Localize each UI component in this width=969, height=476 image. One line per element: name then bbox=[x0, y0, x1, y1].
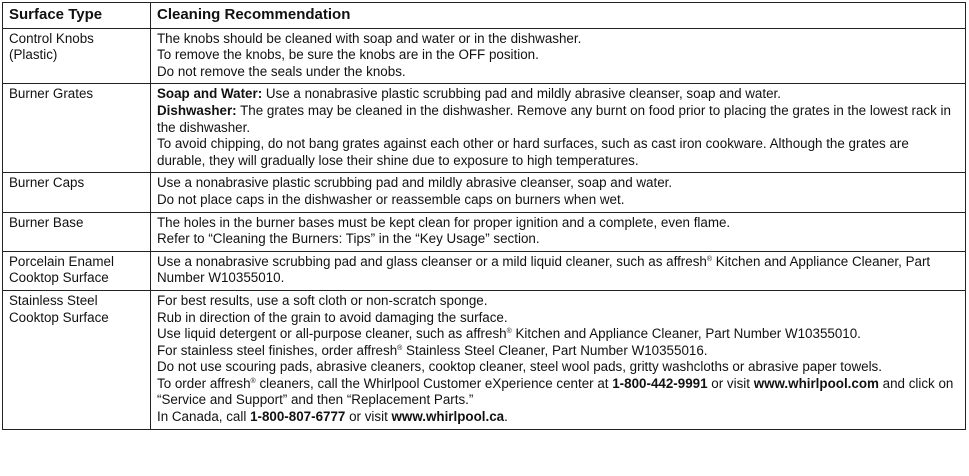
table-row bbox=[3, 84, 966, 173]
cleaning-table bbox=[2, 2, 966, 430]
surface-cell bbox=[3, 212, 151, 251]
surface-label: Control Knobs bbox=[9, 30, 94, 46]
recommendation-cell bbox=[151, 84, 966, 173]
recommendation-text: In Canada, call bbox=[157, 409, 251, 425]
recommendation-line: Do not place caps in the dishwasher or reassemble caps on burners when wet. bbox=[157, 191, 625, 207]
website-link[interactable]: www.whirlpool.com bbox=[753, 375, 879, 391]
recommendation-line: Use a nonabrasive plastic scrubbing pad and mildly abrasive cleanser, soap and water. bbox=[157, 175, 673, 191]
recommendation-line: The knobs should be cleaned with soap and water or in the dishwasher. bbox=[157, 30, 582, 46]
phone-number: 1-800-442-9991 bbox=[612, 375, 708, 391]
surface-label: Porcelain Enamel bbox=[9, 253, 114, 269]
surface-label: Burner Grates bbox=[9, 86, 94, 102]
surface-cell bbox=[3, 84, 151, 173]
table-row bbox=[3, 28, 966, 84]
phone-number: 1-800-807-6777 bbox=[250, 409, 346, 425]
recommendation-text: Use liquid detergent or all-purpose cleaner, such as affresh bbox=[157, 326, 507, 342]
dishwasher-label: Dishwasher: bbox=[157, 102, 237, 118]
registered-mark: ® bbox=[250, 377, 256, 385]
recommendation-line: For best results, use a soft cloth or non-scratch sponge. bbox=[157, 292, 488, 308]
recommendation-cell bbox=[151, 251, 966, 290]
surface-cell bbox=[3, 290, 151, 429]
recommendation-cell bbox=[151, 28, 966, 84]
recommendation-line bbox=[157, 86, 959, 103]
surface-label: Cooktop Surface bbox=[9, 309, 109, 325]
surface-cell bbox=[3, 251, 151, 290]
recommendation-cell bbox=[151, 212, 966, 251]
table-row bbox=[3, 173, 966, 212]
recommendation-line bbox=[157, 376, 959, 409]
header-cleaning-recommendation: Cleaning Recommendation bbox=[151, 3, 966, 29]
recommendation-line: The holes in the burner bases must be kept clean for proper ignition and a complete, even flame. bbox=[157, 214, 731, 230]
recommendation-text: or visit bbox=[707, 375, 754, 391]
recommendation-text: Stainless Steel Cleaner, Part Number W10355016. bbox=[402, 342, 708, 358]
recommendation-line bbox=[157, 343, 959, 360]
recommendation-text: For stainless steel finishes, order affresh bbox=[157, 342, 398, 358]
recommendation-text: Use a nonabrasive scrubbing pad and glass cleanser or a mild liquid cleaner, such as affresh bbox=[157, 253, 707, 269]
dishwasher-text: The grates may be cleaned in the dishwasher. Remove any burnt on food prior to placing the grates in the lowest rack in the dishwasher. bbox=[157, 102, 951, 135]
surface-label: Burner Base bbox=[9, 214, 84, 230]
recommendation-text: cleaners, call the Whirlpool Customer eXperience center at bbox=[255, 375, 613, 391]
recommendation-line bbox=[157, 103, 959, 136]
header-row bbox=[3, 3, 966, 29]
recommendation-text: or visit bbox=[345, 409, 392, 425]
recommendation-line bbox=[157, 254, 959, 287]
header-surface-type: Surface Type bbox=[3, 3, 151, 29]
soap-water-text: Use a nonabrasive plastic scrubbing pad and mildly abrasive cleanser, soap and water. bbox=[262, 86, 781, 102]
table-row bbox=[3, 251, 966, 290]
soap-water-label: Soap and Water: bbox=[157, 86, 263, 102]
recommendation-line: To remove the knobs, be sure the knobs are in the OFF position. bbox=[157, 47, 539, 63]
table-row bbox=[3, 212, 966, 251]
recommendation-text: . bbox=[504, 409, 508, 425]
registered-mark: ® bbox=[706, 255, 713, 263]
recommendation-text: To order affresh bbox=[157, 375, 251, 391]
surface-label: Stainless Steel bbox=[9, 292, 98, 308]
recommendation-text: Kitchen and Appliance Cleaner, Part Number W10355010. bbox=[511, 326, 861, 342]
recommendation-line bbox=[157, 409, 959, 426]
cleaning-table-container bbox=[2, 2, 966, 430]
recommendation-line: To avoid chipping, do not bang grates against each other or hard surfaces, such as cast iron cookware. Although the grates are durable, they will gradually lose their shine due to exposure to high temperatures. bbox=[157, 136, 909, 168]
surface-cell bbox=[3, 173, 151, 212]
recommendation-line: Rub in direction of the grain to avoid damaging the surface. bbox=[157, 309, 508, 325]
recommendation-text: Kitchen and Appliance Cleaner, Part Number W10355010. bbox=[157, 253, 931, 286]
recommendation-line: Do not use scouring pads, abrasive cleaners, cooktop cleaner, steel wool pads, gritty washcloths or abrasive paper towels. bbox=[157, 359, 882, 375]
surface-cell bbox=[3, 28, 151, 84]
recommendation-cell bbox=[151, 290, 966, 429]
registered-mark: ® bbox=[397, 344, 403, 352]
registered-mark: ® bbox=[506, 328, 512, 336]
surface-label: Burner Caps bbox=[9, 175, 85, 191]
recommendation-text: and click on “Service and Support” and then “Replacement Parts.” bbox=[157, 375, 954, 408]
recommendation-line: Refer to “Cleaning the Burners: Tips” in the “Key Usage” section. bbox=[157, 231, 540, 247]
table-row bbox=[3, 290, 966, 429]
recommendation-line: Do not remove the seals under the knobs. bbox=[157, 63, 406, 79]
surface-label: (Plastic) bbox=[9, 47, 58, 63]
recommendation-cell bbox=[151, 173, 966, 212]
surface-label: Cooktop Surface bbox=[9, 270, 109, 286]
website-link[interactable]: www.whirlpool.ca bbox=[391, 409, 505, 425]
recommendation-line bbox=[157, 326, 959, 343]
